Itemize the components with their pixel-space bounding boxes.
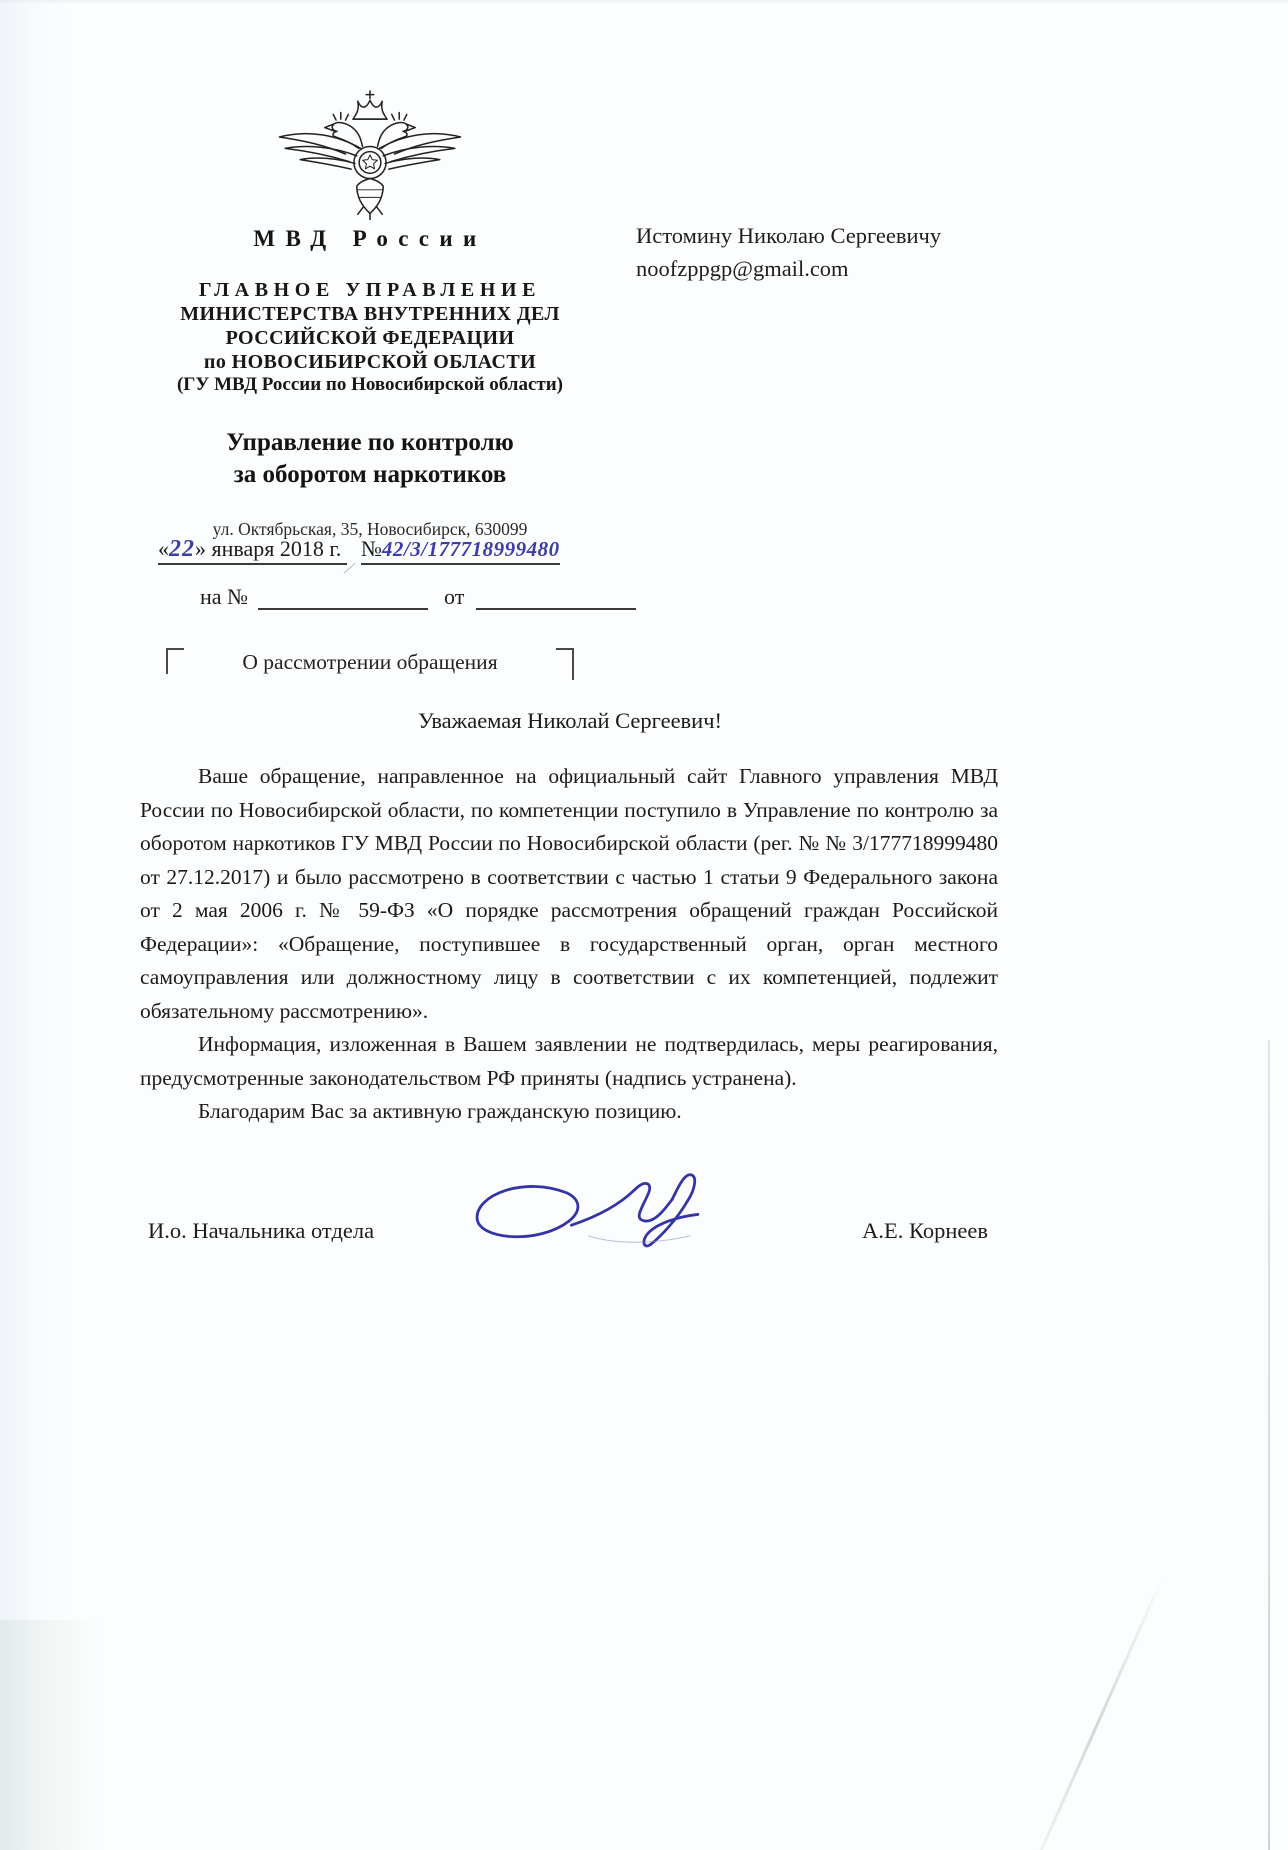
reply-date-blank [476,588,636,610]
reply-number-blank [258,588,428,610]
letter-body [140,760,998,1129]
org-line: МИНИСТЕРСТВА ВНУТРЕННИХ ДЕЛ [180,303,560,325]
mvd-double-headed-eagle-icon [265,88,475,220]
division-line: за оборотом наркотиков [233,460,507,488]
reply-reference-line [200,584,636,610]
org-line: РОССИЙСКОЙ ФЕДЕРАЦИИ [225,327,515,349]
signer-position: И.о. Начальника отдела [148,1218,375,1243]
subject-corner-bracket-left [166,648,184,674]
scan-smudge-artifact [0,1620,100,1850]
org-line: (ГУ МВД России по Новосибирской области) [176,374,564,395]
recipient-name: Истомину Николаю Сергеевичу [636,223,942,248]
date-segment [158,536,347,565]
org-name-short: МВД России [253,226,487,251]
org-line: по НОВОСИБИРСКОЙ ОБЛАСТИ [203,351,537,373]
body-paragraph-1: Ваше обращение, направленное на официальный сайт Главного управления МВД России по Новосибирской области, по компетенции поступило в Управление по контролю за оборотом наркотиков ГУ МВД России по Новосибирской области (рег. № № 3/177718999480 от 27.12.2017) и было рассмотрено в соответствии с частью 1 статьи 9 Федерального закона от 2 мая 2006 г. № 59-ФЗ «О порядке рассмотрения обращений граждан Российской Федерации»: «Обращение, поступившее в государственный орган, орган местного самоуправления или должностному лицу в соответствии с их компетенцией, подлежит обязательному рассмотрению». [140,764,998,1023]
quote-open: « [158,536,169,561]
reply-from-label: от [444,584,465,609]
handwritten-outgoing-number: 42/3/177718999480 [381,537,560,561]
date-rest: января 2018 г. [206,536,347,561]
number-sign: № [360,536,382,561]
body-paragraph-3: Благодарим Вас за активную гражданскую позицию. [198,1099,682,1124]
org-address: ул. Октябрьская, 35, Новосибирск, 630099 [212,518,528,539]
scan-edge-artifact [1268,1040,1270,1850]
recipient-block [636,220,1106,285]
body-paragraph-2: Информация, изложенная в Вашем заявлении не подтвердилась, меры реагирования, предусмотренные законодательством РФ приняты (надпись устранена). [140,1032,998,1090]
division-line: Управление по контролю [226,428,514,456]
handwritten-signature [460,1168,760,1278]
subject-line: О рассмотрении обращения [242,650,498,674]
subject-corner-bracket-right [556,648,574,680]
scan-fold-artifact [1030,1579,1163,1850]
recipient-email: noofzppgp@gmail.com [636,255,849,281]
org-line: ГЛАВНОЕ УПРАВЛЕНИЕ [198,279,542,301]
date-number-line [158,536,560,563]
reply-prefix: на № [200,584,249,609]
quote-close: » [195,536,206,561]
handwritten-day: 22 [169,536,195,562]
signer-name: А.Е. Корнеев [862,1218,988,1243]
letterhead [128,88,612,540]
salutation: Уважаемая Николай Сергеевич! [417,708,723,733]
pen-mark-artifact: ⁄ [346,557,354,579]
division-name [128,427,612,491]
number-segment [361,536,560,565]
org-name-block [128,278,612,397]
